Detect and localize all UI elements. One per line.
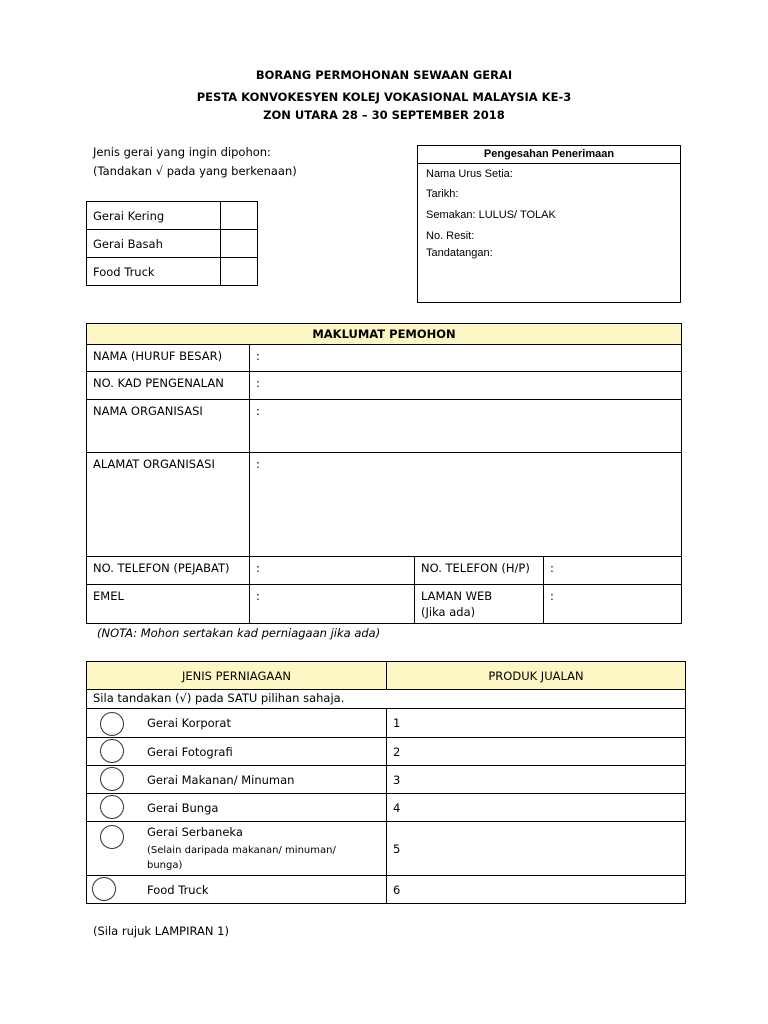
- product-number: 6: [393, 882, 401, 897]
- business-option-label: Food Truck: [87, 876, 387, 904]
- ic-label: NO. KAD PENGENALAN: [87, 372, 250, 400]
- product-number: 2: [393, 744, 401, 759]
- product-field[interactable]: [387, 876, 686, 904]
- acceptance-field: Nama Urus Setia:: [426, 168, 513, 180]
- business-instruction: Sila tandakan (√) pada SATU pilihan sahaja.: [87, 690, 686, 709]
- applicant-section-title: MAKLUMAT PEMOHON: [87, 324, 682, 345]
- business-option-label-group: [87, 822, 387, 876]
- business-type-header: JENIS PERNIAGAAN: [87, 662, 387, 690]
- ic-field[interactable]: :: [250, 372, 682, 400]
- name-field[interactable]: :: [250, 345, 682, 372]
- stall-option-checkbox-foodtruck[interactable]: [221, 258, 258, 286]
- stall-type-question: Jenis gerai yang ingin dipohon:: [93, 145, 271, 159]
- acceptance-box: [417, 145, 681, 303]
- org-address-field[interactable]: :: [250, 453, 682, 557]
- radio-circle-general[interactable]: [100, 825, 124, 849]
- acceptance-title: Pengesahan Penerimaan: [418, 146, 680, 164]
- phone-office-label: NO. TELEFON (PEJABAT): [87, 557, 250, 585]
- radio-circle-flower[interactable]: [100, 795, 124, 819]
- appendix-reference: (Sila rujuk LAMPIRAN 1): [93, 924, 229, 938]
- applicant-table: [86, 323, 682, 624]
- product-number: 1: [393, 716, 401, 730]
- product-number: 5: [393, 841, 401, 856]
- phone-mobile-field[interactable]: :: [544, 557, 682, 585]
- business-option-label: Gerai Korporat: [87, 709, 387, 738]
- phone-office-field[interactable]: :: [250, 557, 415, 585]
- stall-type-table: [86, 201, 258, 286]
- stall-type-instruction: (Tandakan √ pada yang berkenaan): [93, 164, 297, 178]
- stall-option-checkbox-dry[interactable]: [221, 202, 258, 230]
- radio-circle-photography[interactable]: [100, 739, 124, 763]
- org-name-label: NAMA ORGANISASI: [87, 400, 250, 453]
- product-field[interactable]: [387, 822, 686, 876]
- email-label: EMEL: [87, 585, 250, 624]
- form-subtitle: PESTA KONVOKESYEN KOLEJ VOKASIONAL MALAYSIA KE-3: [196, 90, 572, 104]
- business-option-sublabel: (Selain daripada makanan/ minuman/ bunga): [147, 845, 336, 871]
- website-label-note: (Jika ada): [421, 605, 476, 619]
- radio-circle-corporate[interactable]: [100, 712, 124, 736]
- form-title: BORANG PERMOHONAN SEWAAN GERAI: [255, 68, 513, 82]
- acceptance-field: Semakan: LULUS/ TOLAK: [426, 209, 556, 221]
- product-field[interactable]: [387, 794, 686, 822]
- radio-circle-food-drink[interactable]: [100, 767, 124, 791]
- website-label: [415, 585, 544, 624]
- form-date-zone: ZON UTARA 28 – 30 SEPTEMBER 2018: [263, 108, 505, 122]
- product-field[interactable]: [387, 709, 686, 738]
- website-field[interactable]: :: [544, 585, 682, 624]
- acceptance-field: Tarikh:: [426, 188, 459, 200]
- acceptance-field: No. Resit:: [426, 230, 475, 242]
- stall-option-label: Gerai Kering: [87, 202, 221, 230]
- stall-option-label: Gerai Basah: [87, 230, 221, 258]
- product-header: PRODUK JUALAN: [387, 662, 686, 690]
- stall-option-checkbox-wet[interactable]: [221, 230, 258, 258]
- business-table: [86, 661, 686, 904]
- product-number: 4: [393, 800, 401, 815]
- acceptance-field: Tandatangan:: [426, 247, 493, 259]
- phone-mobile-label: NO. TELEFON (H/P): [415, 557, 544, 585]
- business-option-label: Gerai Bunga: [87, 794, 387, 822]
- business-card-note: (NOTA: Mohon sertakan kad perniagaan jika ada): [97, 626, 381, 640]
- product-field[interactable]: [387, 738, 686, 766]
- website-label-text: LAMAN WEB: [421, 589, 493, 603]
- radio-circle-food-truck[interactable]: [92, 877, 116, 901]
- org-address-label: ALAMAT ORGANISASI: [87, 453, 250, 557]
- email-field[interactable]: :: [250, 585, 415, 624]
- name-label: NAMA (HURUF BESAR): [87, 345, 250, 372]
- product-number: 3: [393, 772, 401, 787]
- business-option-label: Gerai Serbaneka: [147, 825, 243, 839]
- business-option-label: Gerai Makanan/ Minuman: [87, 766, 387, 794]
- business-option-label: Gerai Fotografi: [87, 738, 387, 766]
- product-field[interactable]: [387, 766, 686, 794]
- stall-option-label: Food Truck: [87, 258, 221, 286]
- org-name-field[interactable]: :: [250, 400, 682, 453]
